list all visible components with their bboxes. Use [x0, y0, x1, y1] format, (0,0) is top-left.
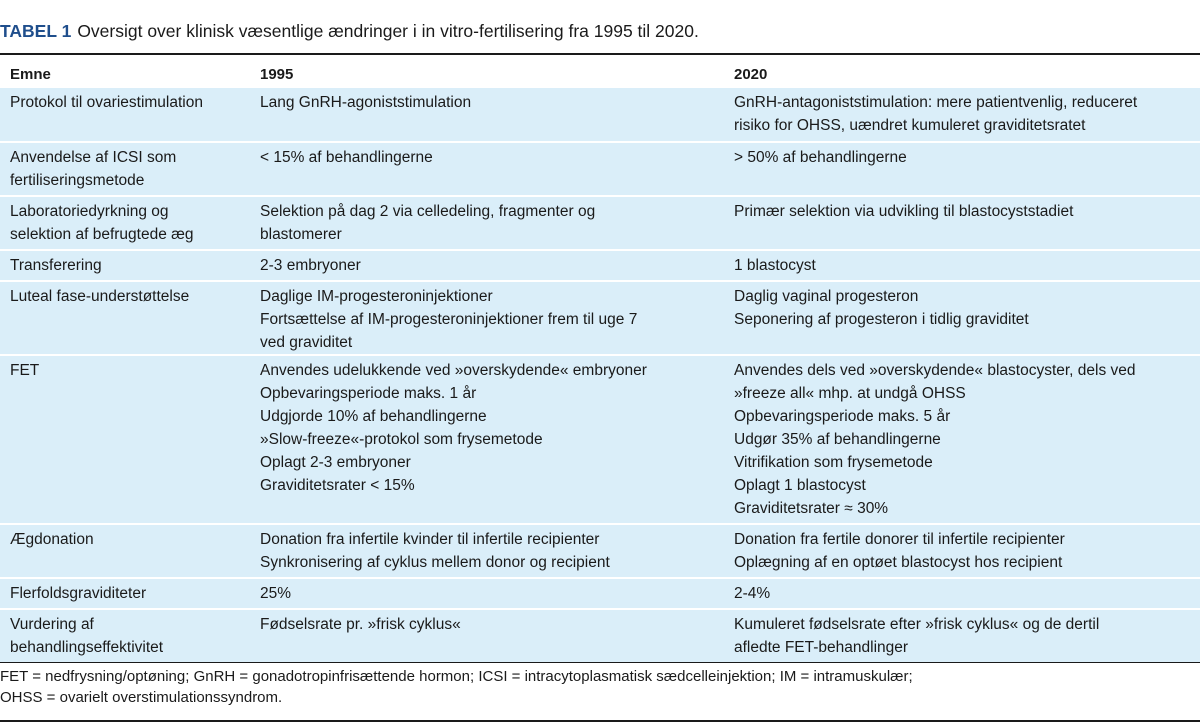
cell-line: Primær selektion via udvikling til blastocyststadiet	[734, 203, 1074, 220]
table-row	[0, 609, 1200, 662]
header-topic: Emne	[0, 55, 250, 88]
cell-2020	[724, 88, 1200, 142]
cell-topic	[0, 609, 250, 662]
cell-2020	[724, 142, 1200, 196]
cell-line: Flerfoldsgraviditeter	[10, 585, 147, 602]
cell-line: afledte FET-behandlinger	[734, 639, 909, 656]
cell-line: Daglige IM-progesteroninjektioner	[260, 288, 493, 305]
cell-line: Protokol til ovariestimulation	[10, 94, 203, 111]
cell-line: fertiliseringsmetode	[10, 172, 145, 189]
cell-1995	[250, 281, 724, 355]
cell-line: Synkronisering af cyklus mellem donor og recipient	[260, 554, 610, 571]
cell-line: Ægdonation	[10, 531, 94, 548]
cell-line: ved graviditet	[260, 334, 353, 351]
cell-line: FET	[10, 362, 40, 379]
end-rule	[0, 720, 1200, 722]
cell-1995	[250, 578, 724, 609]
cell-line: Anvendes dels ved »overskydende« blastocyster, dels ved	[734, 362, 1136, 379]
cell-line: »freeze all« mhp. at undgå OHSS	[734, 385, 966, 402]
bottom-rule	[0, 662, 1200, 663]
cell-2020	[724, 355, 1200, 524]
cell-topic	[0, 250, 250, 281]
cell-1995	[250, 609, 724, 662]
table-row	[0, 281, 1200, 355]
table-row	[0, 355, 1200, 524]
cell-topic	[0, 355, 250, 524]
cell-line: GnRH-antagoniststimulation: mere patientvenlig, reduceret	[734, 94, 1138, 111]
cell-line: Opbevaringsperiode maks. 5 år	[734, 408, 951, 425]
cell-line: 25%	[260, 585, 292, 602]
cell-2020	[724, 281, 1200, 355]
cell-line: Graviditetsrater < 15%	[260, 477, 415, 494]
table-row	[0, 196, 1200, 250]
table-footnote	[0, 666, 1200, 708]
table-row	[0, 524, 1200, 578]
cell-line: behandlingseffektivitet	[10, 639, 164, 656]
table-number: TABEL 1	[0, 21, 72, 41]
cell-line: Oplagt 2-3 embryoner	[260, 454, 411, 471]
cell-line: »Slow-freeze«-protokol som frysemetode	[260, 431, 543, 448]
header-row	[0, 55, 1200, 88]
table-row	[0, 88, 1200, 142]
cell-topic	[0, 196, 250, 250]
cell-1995	[250, 355, 724, 524]
cell-1995	[250, 250, 724, 281]
cell-line: Vurdering af	[10, 616, 94, 633]
cell-line: Opbevaringsperiode maks. 1 år	[260, 385, 477, 402]
cell-line: Fødselsrate pr. »frisk cyklus«	[260, 616, 461, 633]
comparison-table	[0, 55, 1200, 662]
table-row	[0, 142, 1200, 196]
cell-line: Kumuleret fødselsrate efter »frisk cyklus« og de dertil	[734, 616, 1100, 633]
cell-line: Udgjorde 10% af behandlingerne	[260, 408, 487, 425]
cell-line: Daglig vaginal progesteron	[734, 288, 919, 305]
cell-2020	[724, 578, 1200, 609]
cell-line: Lang GnRH-agoniststimulation	[260, 94, 472, 111]
cell-line: Anvendes udelukkende ved »overskydende« embryoner	[260, 362, 647, 379]
cell-line: Oplægning af en optøet blastocyst hos recipient	[734, 554, 1063, 571]
cell-line: risiko for OHSS, uændret kumuleret graviditetsratet	[734, 117, 1086, 134]
header-1995: 1995	[250, 55, 724, 88]
cell-line: Seponering af progesteron i tidlig graviditet	[734, 311, 1029, 328]
header-2020: 2020	[724, 55, 1200, 88]
cell-line: > 50% af behandlingerne	[734, 149, 907, 166]
table-row	[0, 250, 1200, 281]
cell-line: Donation fra fertile donorer til infertile recipienter	[734, 531, 1065, 548]
cell-line: Transferering	[10, 257, 102, 274]
cell-line: Luteal fase-understøttelse	[10, 288, 190, 305]
cell-line: Oplagt 1 blastocyst	[734, 477, 866, 494]
cell-2020	[724, 524, 1200, 578]
cell-line: < 15% af behandlingerne	[260, 149, 433, 166]
cell-line: Selektion på dag 2 via celledeling, fragmenter og	[260, 203, 596, 220]
cell-1995	[250, 524, 724, 578]
cell-topic	[0, 142, 250, 196]
table-row	[0, 578, 1200, 609]
cell-2020	[724, 196, 1200, 250]
table-caption	[0, 20, 1200, 44]
table-title: Oversigt over klinisk væsentlige ændringer i in vitro-fertilisering fra 1995 til 2020.	[77, 21, 699, 41]
footnote-line: FET = nedfrysning/optøning; GnRH = gonadotropinfrisættende hormon; ICSI = intracytoplasmatisk sædcelleinjektion; IM = intramuskulær;	[0, 668, 913, 685]
cell-1995	[250, 88, 724, 142]
cell-topic	[0, 88, 250, 142]
cell-line: 2-3 embryoner	[260, 257, 361, 274]
cell-line: Udgør 35% af behandlingerne	[734, 431, 941, 448]
footnote-line: OHSS = ovarielt overstimulationssyndrom.	[0, 689, 283, 706]
cell-line: Laboratoriedyrkning og	[10, 203, 169, 220]
cell-line: Donation fra infertile kvinder til infertile recipienter	[260, 531, 600, 548]
cell-2020	[724, 609, 1200, 662]
cell-line: Vitrifikation som frysemetode	[734, 454, 933, 471]
cell-line: selektion af befrugtede æg	[10, 226, 194, 243]
cell-line: Anvendelse af ICSI som	[10, 149, 177, 166]
table-body	[0, 88, 1200, 662]
cell-line: Graviditetsrater ≈ 30%	[734, 500, 889, 517]
cell-2020	[724, 250, 1200, 281]
cell-1995	[250, 196, 724, 250]
cell-topic	[0, 281, 250, 355]
cell-line: 1 blastocyst	[734, 257, 816, 274]
cell-line: 2-4%	[734, 585, 771, 602]
cell-line: blastomerer	[260, 226, 342, 243]
cell-line: Fortsættelse af IM-progesteroninjektioner frem til uge 7	[260, 311, 638, 328]
cell-topic	[0, 578, 250, 609]
cell-topic	[0, 524, 250, 578]
cell-1995	[250, 142, 724, 196]
